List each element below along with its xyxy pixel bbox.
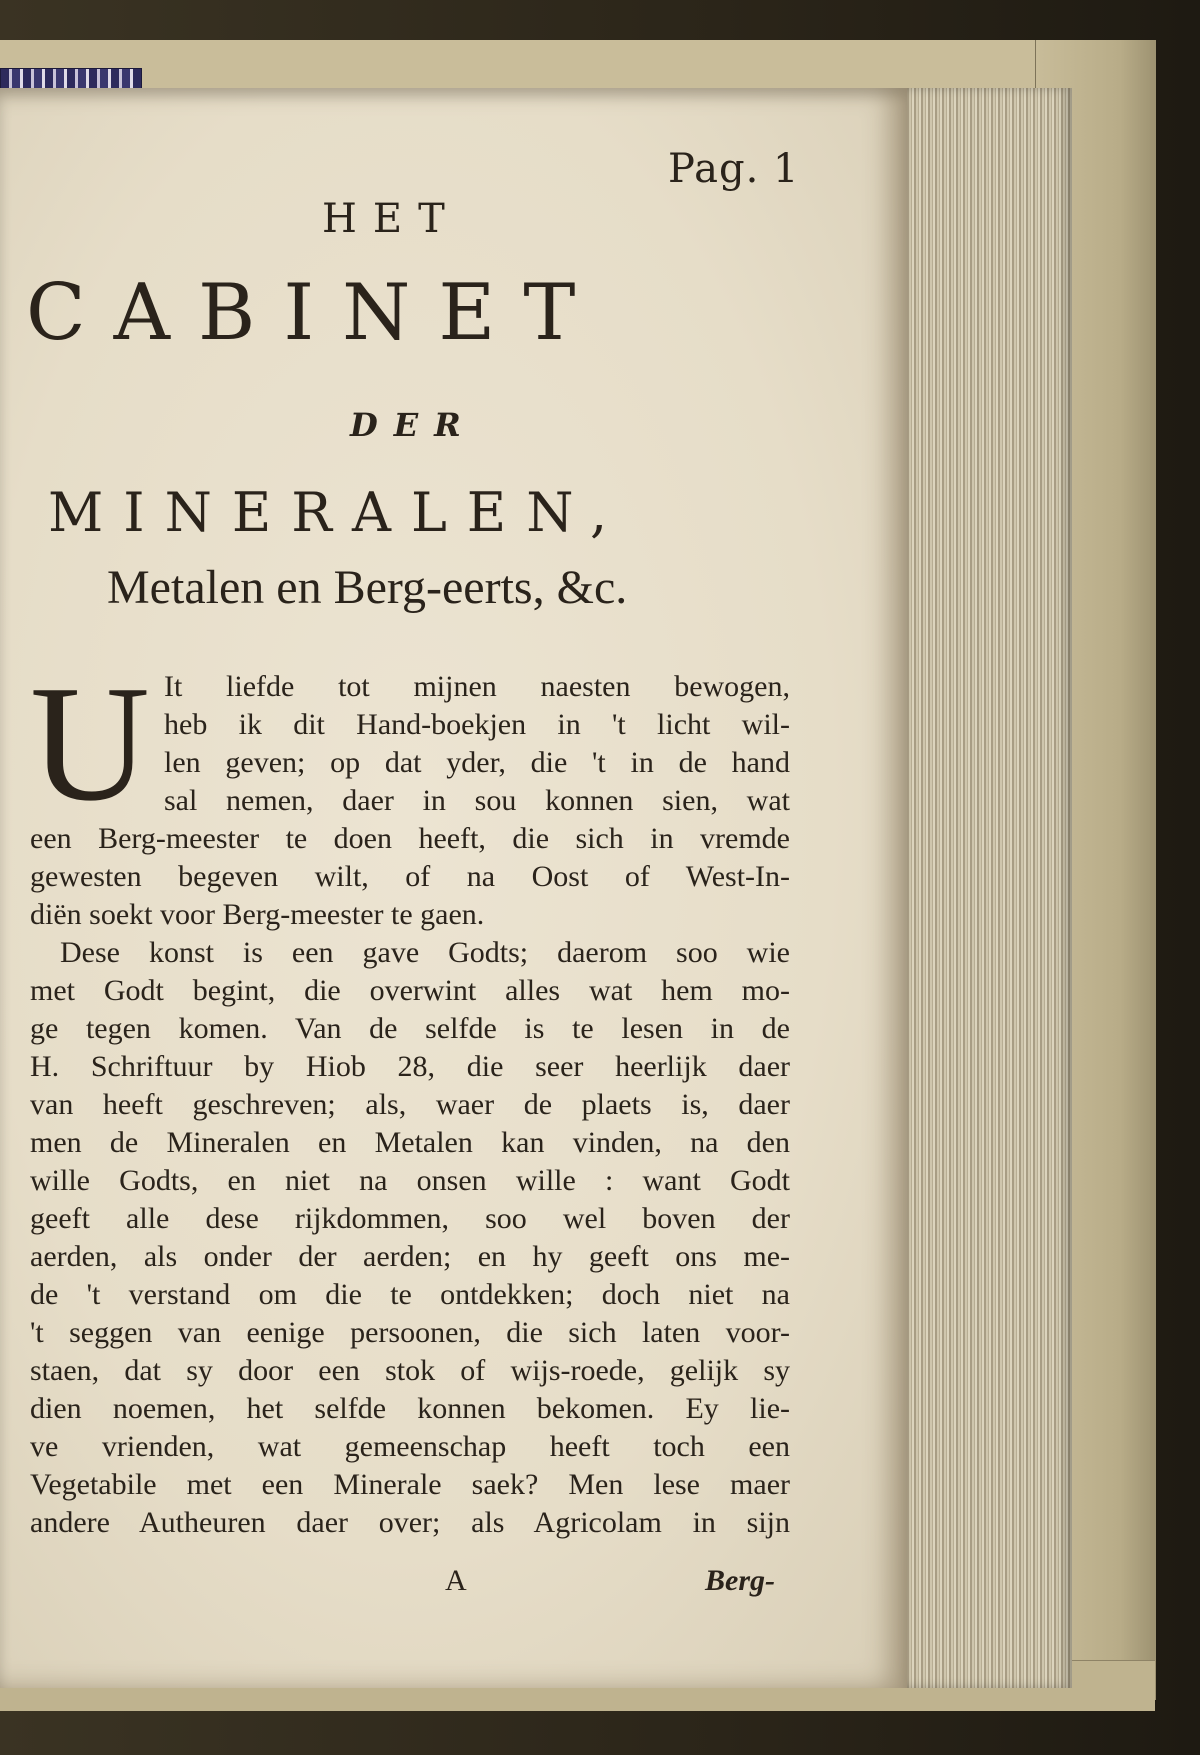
text-line: It liefde tot mijnen naesten bewogen, <box>164 670 790 703</box>
text-line: Dese konst is een gave Godts; daerom soo wie <box>60 936 790 969</box>
text-line: aerden, als onder der aerden; en hy geeft ons me- <box>30 1240 790 1273</box>
text-line: geeft alle dese rijkdommen, soo wel boven der <box>30 1202 790 1235</box>
title-cabinet: CABINET <box>26 268 604 358</box>
title-subtitle: Metalen en Berg-eerts, &c. <box>107 561 628 614</box>
catchword: Berg- <box>705 1564 775 1597</box>
text-line: andere Autheuren daer over; als Agricolam in sijn <box>30 1506 790 1539</box>
text-line: H. Schriftuur by Hiob 28, die seer heerlijk daer <box>30 1050 790 1083</box>
text-line: staen, dat sy door een stok of wijs-roede, gelijk sy <box>30 1354 790 1387</box>
text-line: diën soekt voor Berg-meester te gaen. <box>30 898 485 931</box>
text-line: ve vrienden, wat gemeenschap heeft toch een <box>30 1430 790 1463</box>
book-cover-top <box>0 40 1155 92</box>
page-edges <box>905 88 1072 1688</box>
title-het: HET <box>322 196 461 242</box>
book-page <box>0 88 907 1688</box>
page-text <box>0 88 907 1688</box>
text-line: van heeft geschreven; als, waer de plaets is, daer <box>30 1088 790 1121</box>
signature-mark: A <box>445 1564 467 1597</box>
text-line: men de Mineralen en Metalen kan vinden, na den <box>30 1126 790 1159</box>
page-number: Pag. 1 <box>668 146 800 192</box>
text-line: ge tegen komen. Van de selfde is te lesen in de <box>30 1012 790 1045</box>
text-line: sal nemen, daer in sou konnen sien, wat <box>164 784 790 817</box>
text-line: len geven; op dat yder, die 't in de hand <box>164 746 790 779</box>
text-line: dien noemen, het selfde konnen bekomen. Ey lie- <box>30 1392 790 1425</box>
text-line: Vegetabile met een Minerale saek? Men lese maer <box>30 1468 790 1501</box>
text-line: gewesten begeven wilt, of na Oost of West-In- <box>30 860 790 893</box>
text-line: heb ik dit Hand-boekjen in 't licht wil- <box>164 708 790 741</box>
text-line: 't seggen van eenige persoonen, die sich laten voor- <box>30 1316 790 1349</box>
text-line: een Berg-meester te doen heeft, die sich in vremde <box>30 822 790 855</box>
text-line: de 't verstand om die te ontdekken; doch niet na <box>30 1278 790 1311</box>
title-der: DER <box>350 406 477 444</box>
drop-cap: U <box>30 651 150 835</box>
text-line: wille Godts, en niet na onsen wille : want Godt <box>30 1164 790 1197</box>
text-line: met Godt begint, die overwint alles wat hem mo- <box>30 974 790 1007</box>
title-mineralen: MINERALEN, <box>48 481 628 544</box>
